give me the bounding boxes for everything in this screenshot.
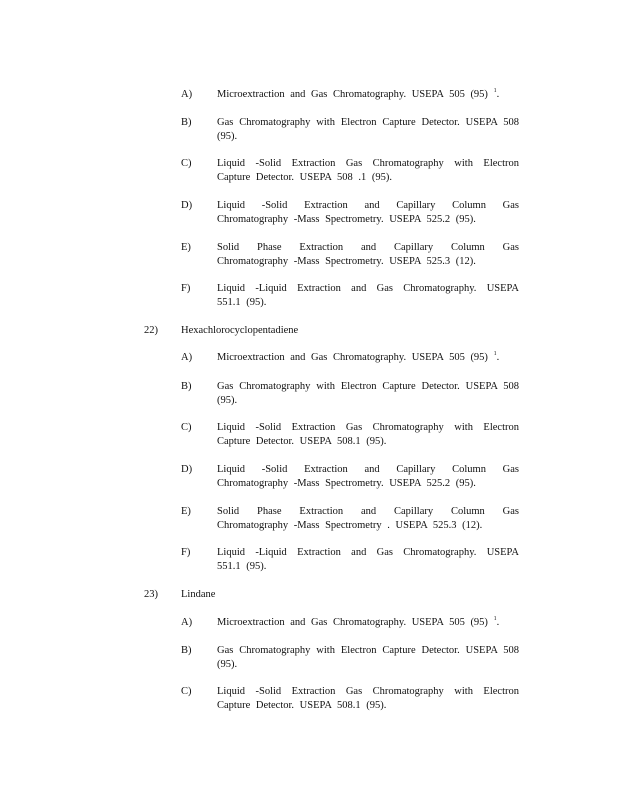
section-name: Lindane (181, 589, 216, 600)
item-text: Microextraction and Gas Chromatography. USEPA 505 (95) $^1$. (217, 351, 500, 363)
item-letter: B) (181, 381, 192, 392)
section-number: 23) (144, 589, 158, 600)
item-text: Gas Chromatography with Electron Capture Detector. USEPA 508 (95). (217, 381, 519, 406)
item-letter: A) (181, 89, 193, 100)
item-text: Liquid -Liquid Extraction and Gas Chromatography. USEPA 551.1 (95). (217, 547, 519, 572)
item-letter: F) (181, 283, 191, 294)
item-letter: F) (181, 547, 191, 558)
item-letter: E) (181, 242, 191, 253)
item-letter: C) (181, 686, 192, 697)
item-text: Liquid -Solid Extraction Gas Chromatography with Electron Capture Detector. USEPA 508.1 (95). (217, 422, 519, 447)
item-text: Liquid -Solid Extraction and Capillary Column Gas Chromatography -Mass Spectrometry. USEPA 525.2 (95). (217, 464, 519, 489)
item-text: Liquid -Solid Extraction Gas Chromatography with Electron Capture Detector. USEPA 508 .1 (95). (217, 158, 519, 183)
item-text: Solid Phase Extraction and Capillary Column Gas Chromatography -Mass Spectrometry . USEPA 525.3 (12). (217, 506, 519, 531)
item-letter: D) (181, 200, 193, 211)
item-letter: E) (181, 506, 191, 517)
footnote-marker: 1 (493, 88, 497, 94)
item-text: Gas Chromatography with Electron Capture Detector. USEPA 508 (95). (217, 117, 519, 142)
item-text: Liquid -Solid Extraction and Capillary Column Gas Chromatography -Mass Spectrometry. USEPA 525.2 (95). (217, 200, 519, 225)
item-letter: B) (181, 117, 192, 128)
item-text: Gas Chromatography with Electron Capture Detector. USEPA 508 (95). (217, 645, 519, 670)
item-text: Liquid -Liquid Extraction and Gas Chromatography. USEPA 551.1 (95). (217, 283, 519, 308)
section-name: Hexachlorocyclopentadiene (181, 325, 299, 336)
footnote-marker: 1 (493, 616, 497, 622)
item-letter: C) (181, 158, 192, 169)
item-text: Microextraction and Gas Chromatography. USEPA 505 (95) $^1$. (217, 88, 500, 100)
footnote-marker: 1 (493, 351, 497, 357)
item-letter: C) (181, 422, 192, 433)
section-number: 22) (144, 325, 158, 336)
item-letter: B) (181, 645, 192, 656)
item-text: Solid Phase Extraction and Capillary Column Gas Chromatography -Mass Spectrometry. USEPA 525.3 (12). (217, 242, 519, 267)
item-letter: D) (181, 464, 193, 475)
item-letter: A) (181, 617, 193, 628)
item-text: Liquid -Solid Extraction Gas Chromatography with Electron Capture Detector. USEPA 508.1 (95). (217, 686, 519, 711)
item-letter: A) (181, 352, 193, 363)
item-text: Microextraction and Gas Chromatography. USEPA 505 (95) $^1$. (217, 616, 500, 628)
